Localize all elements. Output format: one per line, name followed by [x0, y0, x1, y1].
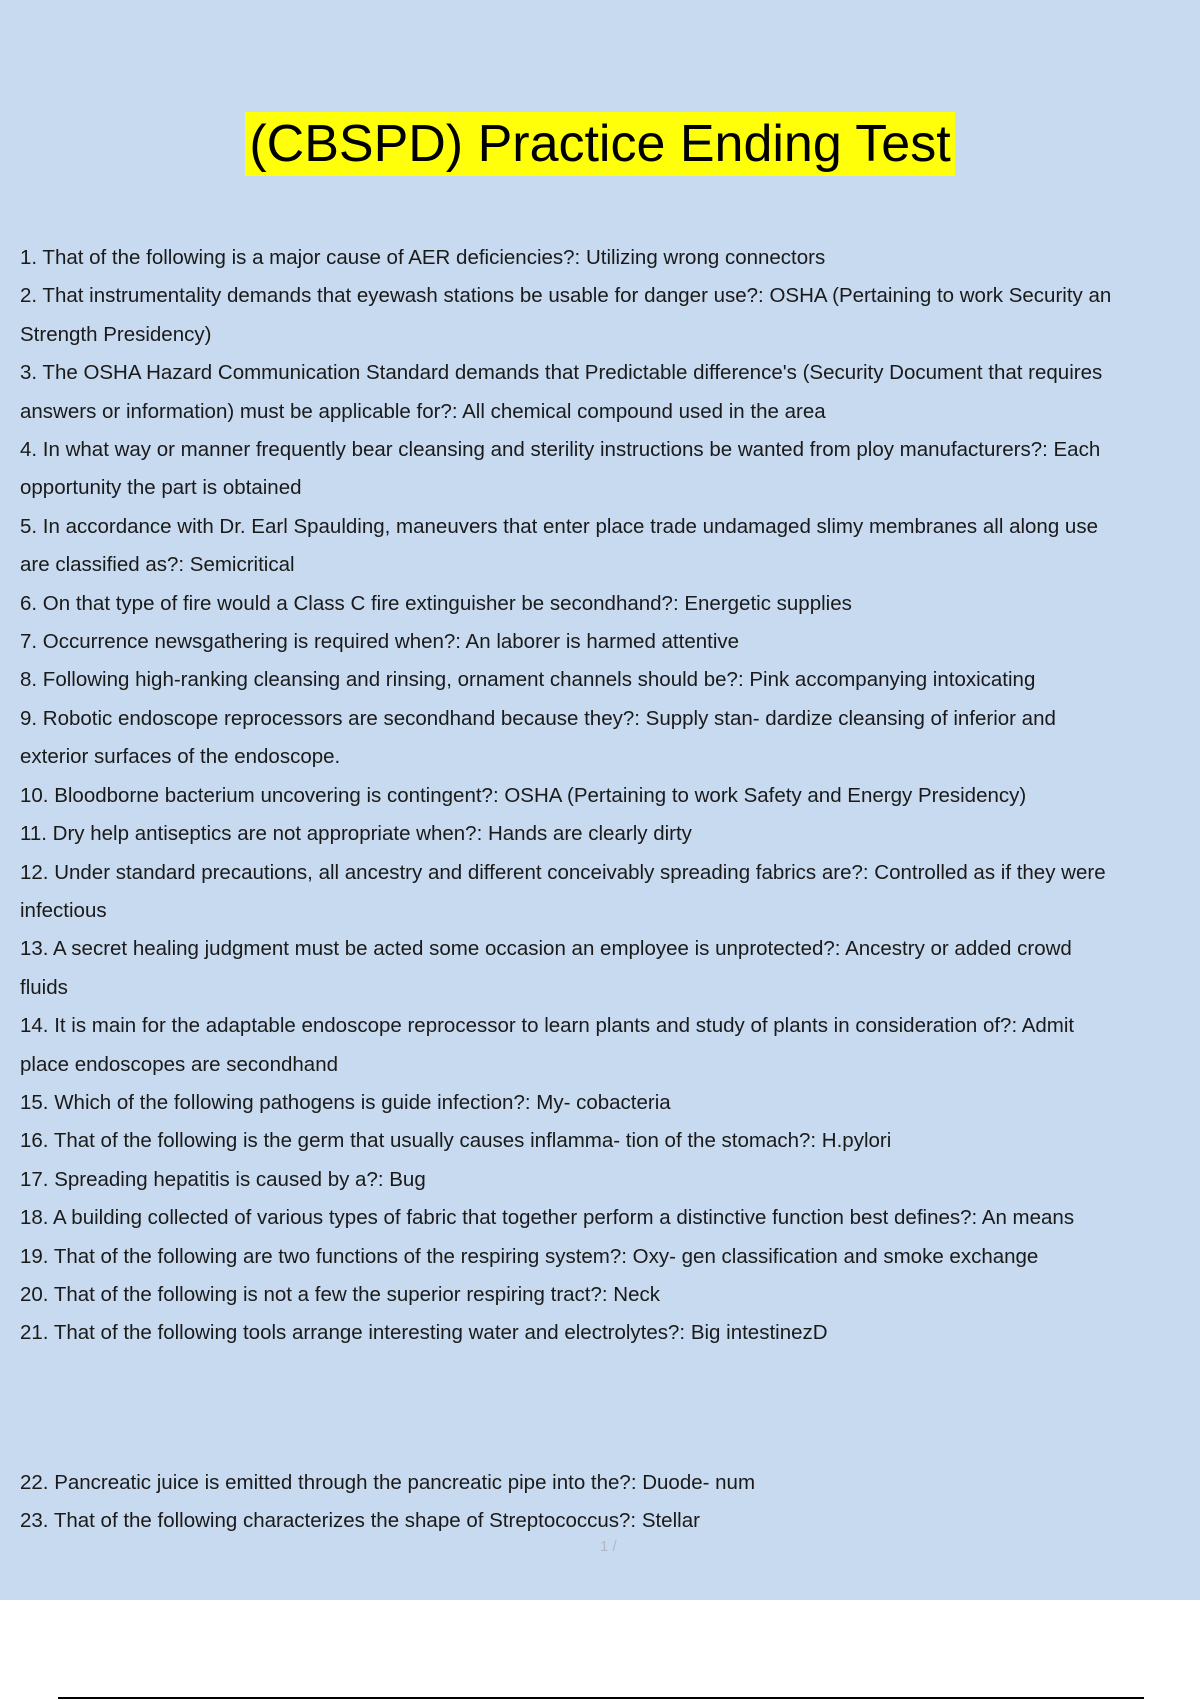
- question-line: opportunity the part is obtained: [20, 476, 302, 500]
- question-line: 21. That of the following tools arrange interesting water and electrolytes?: Big intestinezD: [20, 1321, 828, 1345]
- question-line: answers or information) must be applicable for?: All chemical compound used in the area: [20, 399, 826, 423]
- question-line: exterior surfaces of the endoscope.: [20, 745, 341, 769]
- question-line: 14. It is main for the adaptable endoscope reprocessor to learn plants and study of plants in consideration of?: Admit: [20, 1014, 1075, 1038]
- question-line: 16. That of the following is the germ that usually causes inflamma- tion of the stomach?: H.pylori: [20, 1129, 892, 1153]
- question-line: 19. That of the following are two functions of the respiring system?: Oxy- gen classification and smoke exchange: [20, 1244, 1039, 1268]
- page-number: 1 /: [600, 1538, 617, 1555]
- question-line: 2. That instrumentality demands that eyewash stations be usable for danger use?: OSHA (Pertaining to work Security an: [20, 284, 1112, 308]
- question-line: 4. In what way or manner frequently bear cleansing and sterility instructions be wanted from ploy manufacturers?: Each: [20, 438, 1101, 462]
- question-line: 9. Robotic endoscope reprocessors are secondhand because they?: Supply stan- dardize cleansing of inferior and: [20, 706, 1056, 730]
- question-line: 6. On that type of fire would a Class C fire extinguisher be secondhand?: Energetic supplies: [20, 591, 852, 615]
- question-line: 5. In accordance with Dr. Earl Spaulding, maneuvers that enter place trade undamaged slimy membranes all along use: [20, 514, 1098, 538]
- question-line: Strength Presidency): [20, 322, 212, 346]
- question-line: 3. The OSHA Hazard Communication Standard demands that Predictable difference's (Security Document that requires: [20, 361, 1103, 385]
- question-line: 18. A building collected of various types of fabric that together perform a distinctive function best defines?: An means: [20, 1206, 1075, 1230]
- question-line: 10. Bloodborne bacterium uncovering is contingent?: OSHA (Pertaining to work Safety and Energy Presidency): [20, 783, 1027, 807]
- question-line: 8. Following high-ranking cleansing and rinsing, ornament channels should be?: Pink accompanying intoxicating: [20, 668, 1036, 692]
- question-line: 1. That of the following is a major cause of AER deficiencies?: Utilizing wrong connectors: [20, 246, 826, 269]
- question-line: 13. A secret healing judgment must be acted some occasion an employee is unprotected?: Ancestry or added crowd: [20, 937, 1072, 961]
- footer-divider: [58, 1697, 1144, 1699]
- question-line: 17. Spreading hepatitis is caused by a?: Bug: [20, 1167, 426, 1191]
- question-line: fluids: [20, 975, 68, 999]
- question-line: 12. Under standard precautions, all ancestry and different conceivably spreading fabrics are?: Controlled as if they were: [20, 860, 1106, 884]
- question-list: [20, 239, 1200, 1353]
- question-line: 22. Pancreatic juice is emitted through the pancreatic pipe into the?: Duode- num: [20, 1471, 756, 1494]
- question-list-continued: [20, 1464, 1200, 1541]
- question-line: 15. Which of the following pathogens is guide infection?: My- cobacteria: [20, 1090, 671, 1114]
- question-line: 23. That of the following characterizes the shape of Streptococcus?: Stellar: [20, 1509, 700, 1533]
- document-title: (CBSPD) Practice Ending Test: [245, 112, 954, 176]
- question-line: place endoscopes are secondhand: [20, 1052, 338, 1076]
- question-line: 20. That of the following is not a few the superior respiring tract?: Neck: [20, 1282, 661, 1306]
- question-line: 11. Dry help antiseptics are not appropriate when?: Hands are clearly dirty: [20, 822, 692, 846]
- question-line: infectious: [20, 898, 107, 922]
- question-line: are classified as?: Semicritical: [20, 553, 295, 577]
- title-container: [0, 112, 1200, 176]
- question-line: 7. Occurrence newsgathering is required when?: An laborer is harmed attentive: [20, 630, 740, 654]
